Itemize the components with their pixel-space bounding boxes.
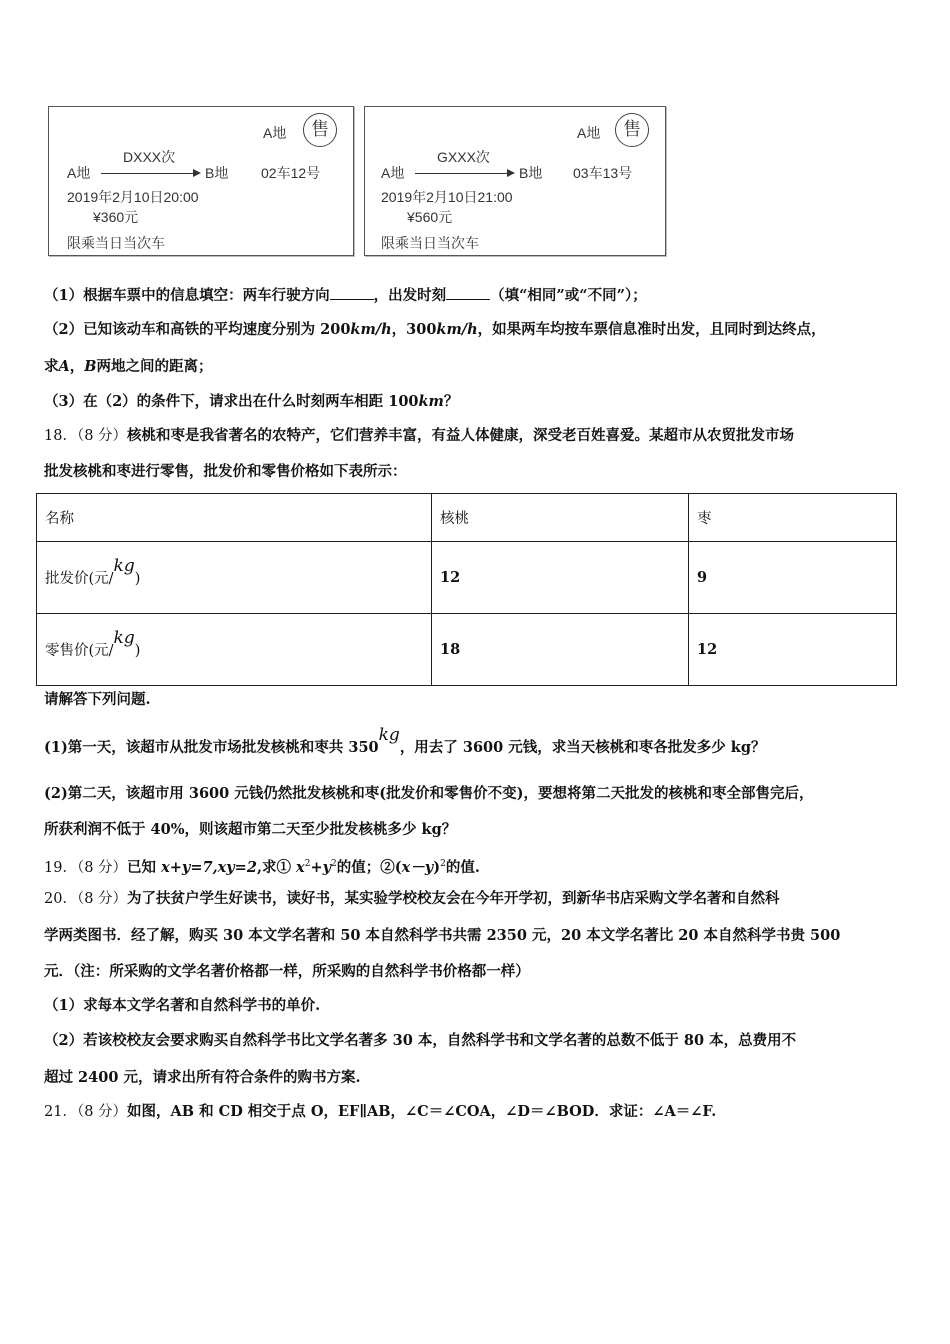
ticket-to: B地 [205, 165, 229, 181]
question-number: 20．（8 分） [44, 891, 128, 907]
table-cell: 12 [689, 614, 897, 686]
q20-p2-text-2: 超过 2400 元，请求出所有符合条件的购书方案. [44, 1069, 361, 1086]
q17-p2-text: （2）已知该动车和高铁的平均速度分别为 200 [44, 321, 351, 338]
q17-part3 [44, 392, 458, 412]
unit-kmh: km/h [350, 321, 392, 338]
ticket-dxxx [48, 106, 354, 256]
question-number: 21．（8 分） [44, 1104, 128, 1120]
sold-seal-icon: 售 [303, 113, 337, 147]
q19-expr-2: x－y [401, 858, 434, 876]
ticket-from: A地 [381, 165, 405, 181]
question-number: 19．（8 分） [44, 859, 128, 876]
ticket-price: ¥560元 [407, 209, 453, 225]
table-cell: 12 [432, 542, 689, 614]
table-row-label [37, 542, 432, 614]
q17-p2-text-4: 求 [44, 358, 59, 375]
label-text: 批发价(元/ [45, 571, 114, 587]
unit-kg: kg [113, 556, 135, 576]
q20-part1 [44, 996, 320, 1016]
q18-p1-text: (1)第一天，该超市从批发市场批发核桃和枣共 350 [44, 739, 379, 756]
table-cell: 9 [689, 542, 897, 614]
ticket-gxxx [364, 106, 666, 256]
q18-p1-text-2: ，用去了 3600 元钱，求当天核桃和枣各批发多少 kg？ [399, 739, 766, 756]
comma: ， [69, 358, 85, 375]
ticket-note: 限乘当日当次车 [381, 235, 479, 251]
q19-text-3: 的值；②( [336, 858, 402, 876]
q17-p2-text-2: ，300 [391, 321, 437, 338]
q17-p2-text-5: 两地之间的距离； [96, 358, 213, 375]
q18-p2-text-2: 所获利润不低于 40%，则该超市第二天至少批发核桃多少 kg？ [44, 821, 457, 838]
paren: ) [134, 571, 141, 587]
unit-kg: kg [113, 628, 135, 648]
q18-part2 [44, 784, 813, 804]
arrow-right-icon [415, 173, 507, 174]
plus: + [310, 858, 323, 876]
ticket-seat: 02车12号 [261, 165, 321, 181]
ticket-to: B地 [519, 165, 543, 181]
var-a: A [58, 358, 70, 375]
ticket-station-top: A地 [263, 125, 287, 141]
q17-p3-text-2: ？ [443, 393, 459, 410]
q20-intro-3 [44, 962, 530, 982]
q18-part2-cont [44, 820, 456, 840]
superscript: 2 [440, 859, 446, 869]
table-row [37, 614, 897, 686]
q17-part2 [44, 320, 826, 340]
q20-intro [44, 889, 780, 909]
q18-intro [44, 426, 794, 446]
q17-part2-cont [44, 357, 213, 377]
superscript: 2 [304, 859, 311, 869]
var-b: B [84, 358, 97, 375]
q20-intro-2 [44, 926, 840, 946]
sold-seal-icon: 售 [615, 113, 649, 147]
q20-part2 [44, 1031, 796, 1051]
superscript: 2 [331, 859, 337, 869]
q21-text: 如图，AB 和 CD 相交于点 O，EF∥AB，∠C＝∠COA，∠D＝∠BOD．求证：∠A＝∠F. [127, 1103, 717, 1120]
table-row [37, 542, 897, 614]
q19-text-4: 的值. [445, 858, 480, 876]
answer-blank[interactable] [446, 285, 490, 300]
price-table [36, 493, 897, 686]
q17-part1 [44, 285, 647, 306]
var-x: x [296, 858, 305, 876]
table-header-cell: 核桃 [432, 494, 689, 542]
table-header-cell: 名称 [37, 494, 432, 542]
ticket-station-top: A地 [577, 125, 601, 141]
q18-prompt [44, 690, 151, 710]
unit-km: km [418, 393, 444, 410]
ticket-train-number: GXXX次 [437, 149, 490, 165]
q19 [44, 854, 480, 878]
var-y: y [322, 858, 332, 876]
arrow-head-icon [193, 169, 201, 177]
unit-kmh: km/h [436, 321, 478, 338]
ticket-price: ¥360元 [93, 209, 139, 225]
q18-prompt-text: 请解答下列问题. [44, 691, 151, 708]
arrow-head-icon [507, 169, 515, 177]
ticket-train-number: DXXX次 [123, 149, 176, 165]
q20-part2-cont [44, 1068, 361, 1088]
q19-expr: x+y=7,xy=2 [161, 858, 257, 876]
ticket-datetime: 2019年2月10日21:00 [381, 189, 513, 205]
ticket-note: 限乘当日当次车 [67, 235, 165, 251]
ticket-datetime: 2019年2月10日20:00 [67, 189, 199, 205]
ticket-from: A地 [67, 165, 91, 181]
label-text: 零售价(元/ [45, 643, 114, 659]
table-header-row [37, 494, 897, 542]
q17-p1-text: （1）根据车票中的信息填空：两车行驶方向 [44, 287, 330, 304]
q20-p2-text: （2）若该校校友会要求购买自然科学书比文学名著多 30 本，自然科学书和文学名著的总数不低于 80 本，总费用不 [44, 1032, 797, 1049]
table-header-cell: 枣 [689, 494, 897, 542]
question-number: 18．（8 分） [44, 428, 128, 444]
q17-p1-text-3: （填“相同”或“不同”）； [490, 287, 647, 304]
paren: ) [134, 643, 141, 659]
q17-p2-text-3: ，如果两车均按车票信息准时出发，且同时到达终点， [477, 321, 826, 338]
q20-text: 为了扶贫户学生好读书，读好书，某实验学校校友会在今年开学初，到新华书店采购文学名著和自然科 [127, 890, 780, 907]
q21 [44, 1102, 716, 1122]
q18-intro-cont [44, 462, 407, 482]
q17-p3-text: （3）在（2）的条件下，请求出在什么时刻两车相距 100 [44, 393, 419, 410]
table-cell: 18 [432, 614, 689, 686]
q18-p2-text: (2)第二天，该超市用 3600 元钱仍然批发核桃和枣(批发价和零售价不变)，要想将第二天批发的核桃和枣全部售完后， [44, 785, 814, 802]
ticket-seat: 03车13号 [573, 165, 633, 181]
q18-part1 [44, 725, 766, 758]
q18-intro-text-2: 批发核桃和枣进行零售，批发价和零售价格如下表所示： [44, 463, 407, 480]
q18-intro-text: 核桃和枣是我省著名的农特产，它们营养丰富，有益人体健康，深受老百姓喜爱。某超市从农贸批发市场 [127, 427, 795, 444]
q17-p1-text-2: ，出发时刻 [373, 287, 447, 304]
q19-text: 已知 [127, 858, 162, 876]
table-row-label [37, 614, 432, 686]
q20-text-3: 元．（注：所采购的文学名著价格都一样，所采购的自然科学书价格都一样） [44, 963, 530, 980]
unit-kg: kg [378, 725, 400, 745]
q20-p1-text: （1）求每本文学名著和自然科学书的单价. [44, 997, 321, 1014]
answer-blank[interactable] [330, 285, 374, 300]
paren: ) [433, 858, 441, 876]
arrow-right-icon [101, 173, 193, 174]
q19-text-2: ,求① [256, 858, 297, 876]
q20-text-2: 学两类图书．经了解，购买 30 本文学名著和 50 本自然科学书共需 2350 元，20 本文学名著比 20 本自然科学书贵 500 [44, 927, 841, 944]
